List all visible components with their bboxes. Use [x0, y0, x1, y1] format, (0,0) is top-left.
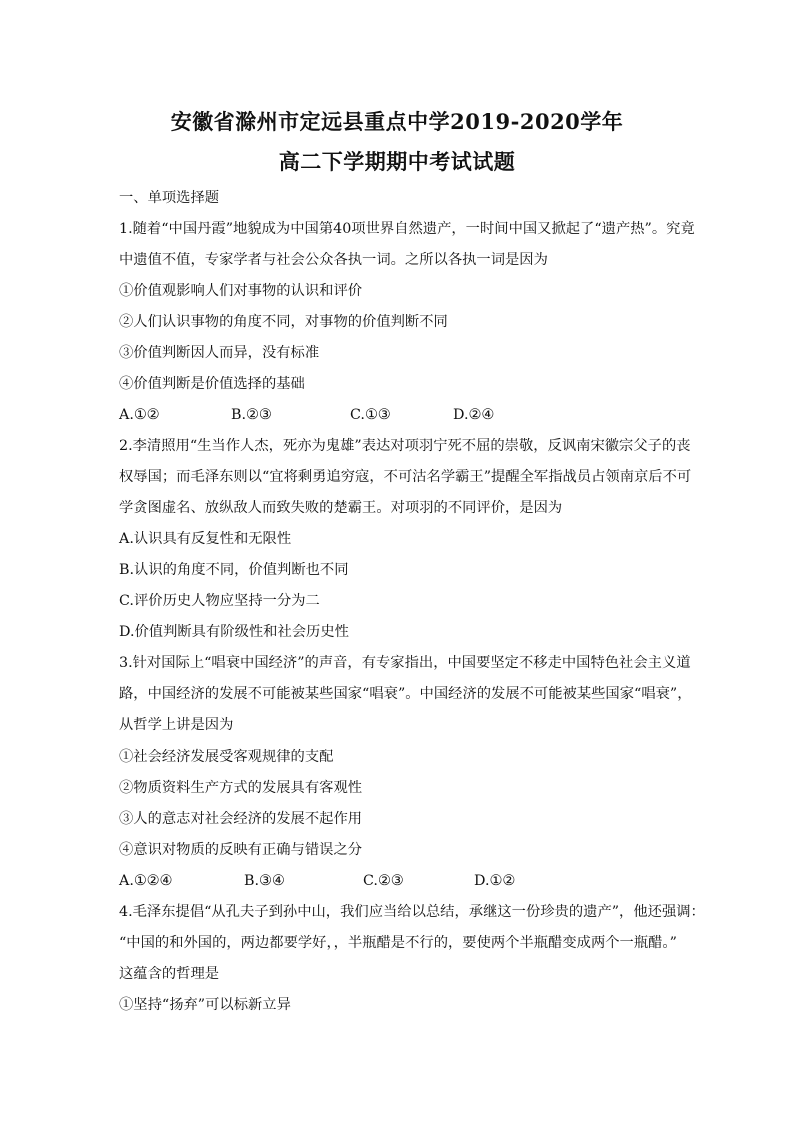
question-3-statement-1: ①社会经济发展受客观规律的支配	[119, 749, 334, 765]
question-2-choice-a: A.认识具有反复性和无限性	[119, 531, 292, 547]
question-1-choice-d: D.②④	[453, 407, 495, 423]
question-4-stem-line-1: 4.毛泽东提倡“从孔夫子到孙中山，我们应当给以总结，承继这一份珍贵的遗产”，他还强调：	[119, 904, 705, 920]
question-3-stem-line-1: 3.针对国际上“唱衰中国经济”的声音，有专家指出，中国要坚定不移走中国特色社会主义道	[119, 655, 691, 671]
question-2-choice-c: C.评价历史人物应坚持一分为二	[119, 593, 320, 609]
question-4-statement-1: ①坚持“扬弃”可以标新立异	[119, 997, 291, 1013]
question-3-choice-a: A.①②④	[119, 873, 173, 889]
question-2-choice-d: D.价值判断具有阶级性和社会历史性	[119, 624, 349, 640]
section-heading: 一、单项选择题	[119, 190, 220, 206]
question-2-choice-b: B.认识的角度不同，价值判断也不同	[119, 562, 349, 578]
question-3-choice-b: B.③④	[244, 873, 285, 889]
question-1-stem-line-2: 中遗值不值，专家学者与社会公众各执一词。之所以各执一词是因为	[119, 252, 548, 268]
question-2-stem-line-1: 2.李清照用“生当作人杰，死亦为鬼雄”表达对项羽宁死不屈的崇敬，反讽南宋徽宗父子的丧	[119, 438, 691, 454]
question-3-statement-3: ③人的意志对社会经济的发展不起作用	[119, 811, 363, 827]
question-3-stem-line-3: 从哲学上讲是因为	[119, 717, 234, 733]
question-1-statement-3: ③价值判断因人而异，没有标准	[119, 345, 320, 361]
question-4-stem-line-2: “中国的和外国的，两边都要学好，，半瓶醋是不行的，要使两个半瓶醋变成两个一瓶醋。”	[119, 935, 677, 951]
question-3-choice-c: C.②③	[363, 873, 404, 889]
question-3-statement-4: ④意识对物质的反映有正确与错误之分	[119, 842, 363, 858]
question-3-stem-line-2: 路，中国经济的发展不可能被某些国家“唱衰”。中国经济的发展不可能被某些国家“唱衰”，	[119, 686, 692, 702]
document-title: 安徽省滁州市定远县重点中学2019-2020学年	[170, 109, 624, 134]
question-4-stem-line-3: 这蕴含的哲理是	[119, 966, 220, 982]
question-1-choice-a: A.①②	[119, 407, 160, 423]
question-1-statement-1: ①价值观影响人们对事物的认识和评价	[119, 283, 363, 299]
question-1-statement-2: ②人们认识事物的角度不同，对事物的价值判断不同	[119, 314, 448, 330]
question-2-stem-line-2: 权辱国；而毛泽东则以“宜将剩勇追穷寇，不可沽名学霸王”提醒全军指战员占领南京后不可	[119, 469, 692, 485]
document-subtitle: 高二下学期期中考试试题	[278, 149, 516, 174]
question-3-choice-d: D.①②	[474, 873, 516, 889]
question-1-statement-4: ④价值判断是价值选择的基础	[119, 376, 305, 392]
question-2-stem-line-3: 学贪图虚名、放纵敌人而致失败的楚霸王。对项羽的不同评价，是因为	[119, 500, 563, 516]
question-1-choice-c: C.①③	[350, 407, 391, 423]
question-1-choice-b: B.②③	[231, 407, 272, 423]
question-1-stem-line-1: 1.随着“中国丹霞”地貌成为中国第40项世界自然遗产，一时间中国又掀起了“遗产热”。究竟	[119, 221, 695, 237]
question-3-statement-2: ②物质资料生产方式的发展具有客观性	[119, 780, 363, 796]
